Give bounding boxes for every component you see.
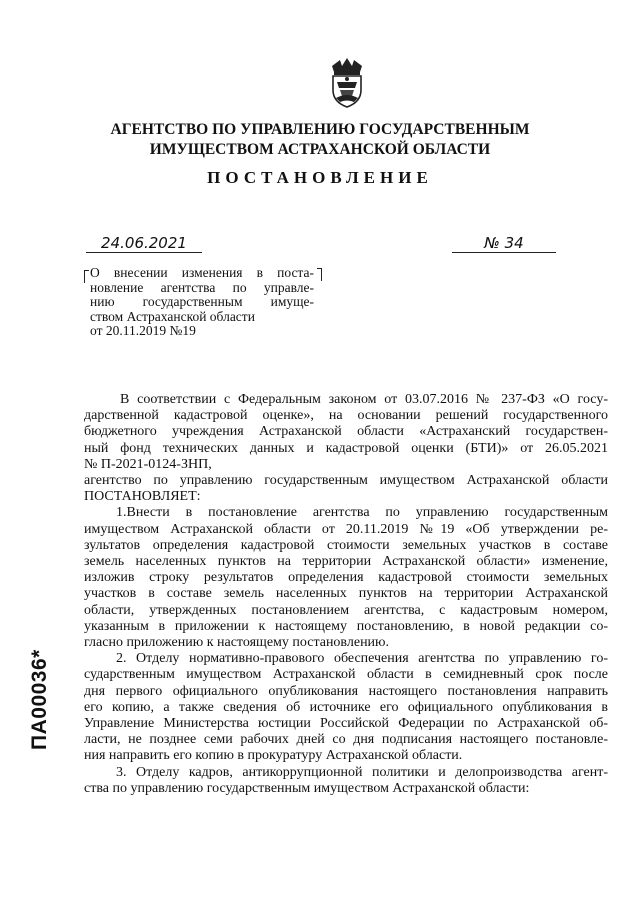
body-line: изложив строку результатов определения кадастровой стоимости земельных bbox=[84, 570, 608, 586]
subject-line: ством Астраханской области bbox=[90, 308, 255, 324]
subject-line: нию государственным имуще- bbox=[90, 294, 314, 309]
body-line: В соответствии с Федеральным законом от 03.07.2016 № 237-ФЗ «О госу- bbox=[120, 392, 608, 407]
document-body bbox=[84, 392, 608, 797]
body-line: ния направить его копию в прокуратуру Астраханской области. bbox=[84, 748, 463, 764]
body-line: Управление Министерства юстиции Российской Федерации по Астраханской об- bbox=[84, 716, 608, 732]
subject-bracket-right bbox=[317, 268, 322, 281]
body-line: ПОСТАНОВЛЯЕТ: bbox=[84, 489, 201, 505]
body-line: 3. Отделу кадров, антикоррупционной политики и делопроизводства агент- bbox=[116, 764, 608, 780]
subject-bracket-left bbox=[84, 270, 89, 283]
body-line: № П-2021-0124-ЗНП, bbox=[84, 456, 212, 472]
body-line: агентство по управлению государственным имуществом Астраханской области bbox=[84, 473, 608, 489]
document-number: № 34 bbox=[452, 234, 556, 253]
body-line: дарственной кадастровой оценке», на основании решений государственного bbox=[84, 408, 608, 424]
agency-name-line1: АГЕНТСТВО ПО УПРАВЛЕНИЮ ГОСУДАРСТВЕННЫМ bbox=[110, 121, 530, 138]
body-line: его копию, а также сведения об источнике его официального опубликования в bbox=[84, 699, 608, 715]
body-line: гласно приложению к настоящему постановлению. bbox=[84, 635, 390, 651]
agency-name-line2: ИМУЩЕСТВОМ АСТРАХАНСКОЙ ОБЛАСТИ bbox=[149, 141, 491, 158]
body-line: ный фонд технических данных и кадастровой оценки (БТИ)» от 26.05.2021 bbox=[84, 440, 608, 456]
body-line: бюджетного учреждения Астраханской области «Астраханский государствен- bbox=[84, 424, 608, 440]
body-line: 2. Отделу нормативно-правового обеспечения агентства по управлению го- bbox=[116, 651, 608, 667]
body-line: участков в составе земель населенных пунктов на территории Астраханской bbox=[84, 586, 608, 602]
document-type-title: ПОСТАНОВЛЕНИЕ bbox=[207, 168, 433, 187]
subject-line: новление агентства по управле- bbox=[90, 279, 314, 295]
body-line: дня первого официального опубликования настоящего постановления направить bbox=[84, 683, 608, 699]
agency-name bbox=[0, 120, 640, 160]
subject-line: от 20.11.2019 №19 bbox=[90, 323, 196, 338]
subject-line: О внесении изменения в поста- bbox=[90, 265, 314, 280]
body-line: 1.Внести в постановление агентства по управлению государственным bbox=[116, 505, 608, 521]
body-line: сударственным имуществом Астраханской области в семидневный срок после bbox=[84, 667, 608, 683]
body-line: зультатов определения кадастровой стоимости земельных участков в составе bbox=[84, 537, 608, 553]
body-line: указанным в приложении к настоящему постановлению, в новой редакции со- bbox=[84, 618, 608, 634]
coat-of-arms-emblem bbox=[324, 52, 370, 108]
document-date: 24.06.2021 bbox=[86, 234, 202, 253]
body-line: ласти, не позднее семи рабочих дней со дня подписания настоящего постановле- bbox=[84, 732, 608, 748]
body-line: ства по управлению государственным имуществом Астраханской области: bbox=[84, 780, 530, 796]
body-line: области, утвержденных постановлением агентства, с кадастровым номером, bbox=[84, 602, 608, 618]
document-subject bbox=[90, 266, 314, 339]
body-line: земель населенных пунктов на территории Астраханской области» изменение, bbox=[84, 554, 608, 570]
registration-stamp: ПА00036* bbox=[28, 649, 51, 750]
body-line: имуществом Астраханской области от 20.11.2019 №19 «Об утверждении ре- bbox=[84, 521, 608, 537]
